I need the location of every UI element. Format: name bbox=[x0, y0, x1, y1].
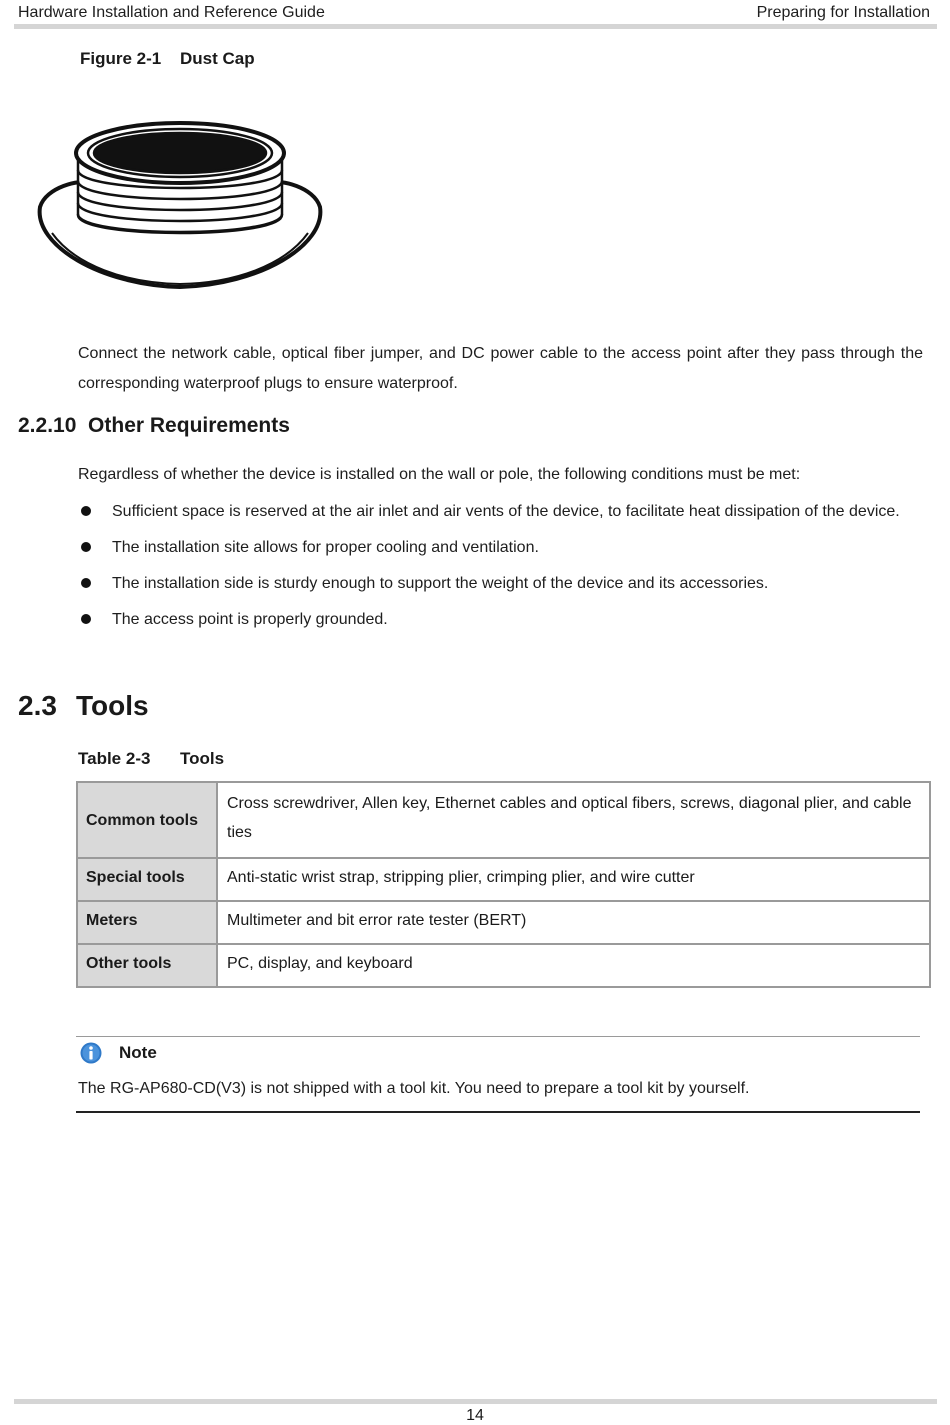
list-item-text: The installation site allows for proper cooling and ventilation. bbox=[112, 539, 539, 556]
footer-rule bbox=[14, 1399, 937, 1404]
table-row bbox=[77, 858, 930, 901]
table-row bbox=[77, 944, 930, 987]
table-row-label: Other tools bbox=[77, 944, 217, 987]
table-row-value: PC, display, and keyboard bbox=[217, 944, 930, 987]
table-number: Table 2-3 bbox=[78, 749, 151, 768]
note-top-rule bbox=[76, 1036, 920, 1037]
header-rule bbox=[14, 24, 937, 29]
section-title: Tools bbox=[76, 690, 149, 721]
list-item bbox=[78, 533, 925, 562]
table-row-value: Multimeter and bit error rate tester (BERT) bbox=[217, 901, 930, 944]
section-number: 2.3 bbox=[18, 690, 57, 721]
list-item bbox=[78, 605, 925, 634]
table-title: Tools bbox=[180, 749, 225, 768]
table-row-label: Meters bbox=[77, 901, 217, 944]
note-text: The RG-AP680-CD(V3) is not shipped with a tool kit. You need to prepare a tool kit by yourself. bbox=[78, 1080, 750, 1097]
dust-cap-illustration bbox=[30, 115, 330, 310]
tools-table bbox=[76, 781, 931, 988]
table-row-value: Cross screwdriver, Allen key, Ethernet cables and optical fibers, screws, diagonal plier, and cable ties bbox=[217, 782, 930, 858]
intro-paragraph: Connect the network cable, optical fiber jumper, and DC power cable to the access point after they pass through the corresponding waterproof plugs to ensure waterproof. bbox=[78, 345, 923, 392]
section-heading-other-requirements: 2.2.10 Other Requirements bbox=[18, 414, 290, 437]
list-item-text: The access point is properly grounded. bbox=[112, 611, 388, 628]
table-caption bbox=[78, 749, 224, 769]
bullet-icon bbox=[81, 614, 91, 624]
requirements-list bbox=[78, 497, 925, 641]
figure-number: Figure 2-1 bbox=[80, 49, 162, 68]
table-row bbox=[77, 901, 930, 944]
table-row-label: Special tools bbox=[77, 858, 217, 901]
bullet-icon bbox=[81, 578, 91, 588]
bullet-icon bbox=[81, 542, 91, 552]
list-item bbox=[78, 569, 925, 598]
section-heading-tools bbox=[18, 690, 149, 722]
figure-caption bbox=[80, 49, 255, 69]
list-item bbox=[78, 497, 925, 526]
list-item-text: The installation side is sturdy enough to support the weight of the device and its accessories. bbox=[112, 575, 769, 592]
info-icon bbox=[80, 1042, 102, 1064]
header-chapter-title: Preparing for Installation bbox=[756, 4, 930, 21]
table-row bbox=[77, 782, 930, 858]
list-item-text: Sufficient space is reserved at the air inlet and air vents of the device, to facilitate heat dissipation of the device. bbox=[112, 503, 900, 520]
table-row-value: Anti-static wrist strap, stripping plier, crimping plier, and wire cutter bbox=[217, 858, 930, 901]
bullet-icon bbox=[81, 506, 91, 516]
note-bottom-rule bbox=[76, 1111, 920, 1113]
table-row-label: Common tools bbox=[77, 782, 217, 858]
header-guide-title: Hardware Installation and Reference Guide bbox=[18, 4, 325, 21]
figure-title: Dust Cap bbox=[180, 49, 255, 68]
page-number: 14 bbox=[466, 1407, 484, 1424]
note-label: Note bbox=[119, 1043, 157, 1062]
requirements-lead: Regardless of whether the device is installed on the wall or pole, the following conditions must be met: bbox=[78, 466, 801, 483]
